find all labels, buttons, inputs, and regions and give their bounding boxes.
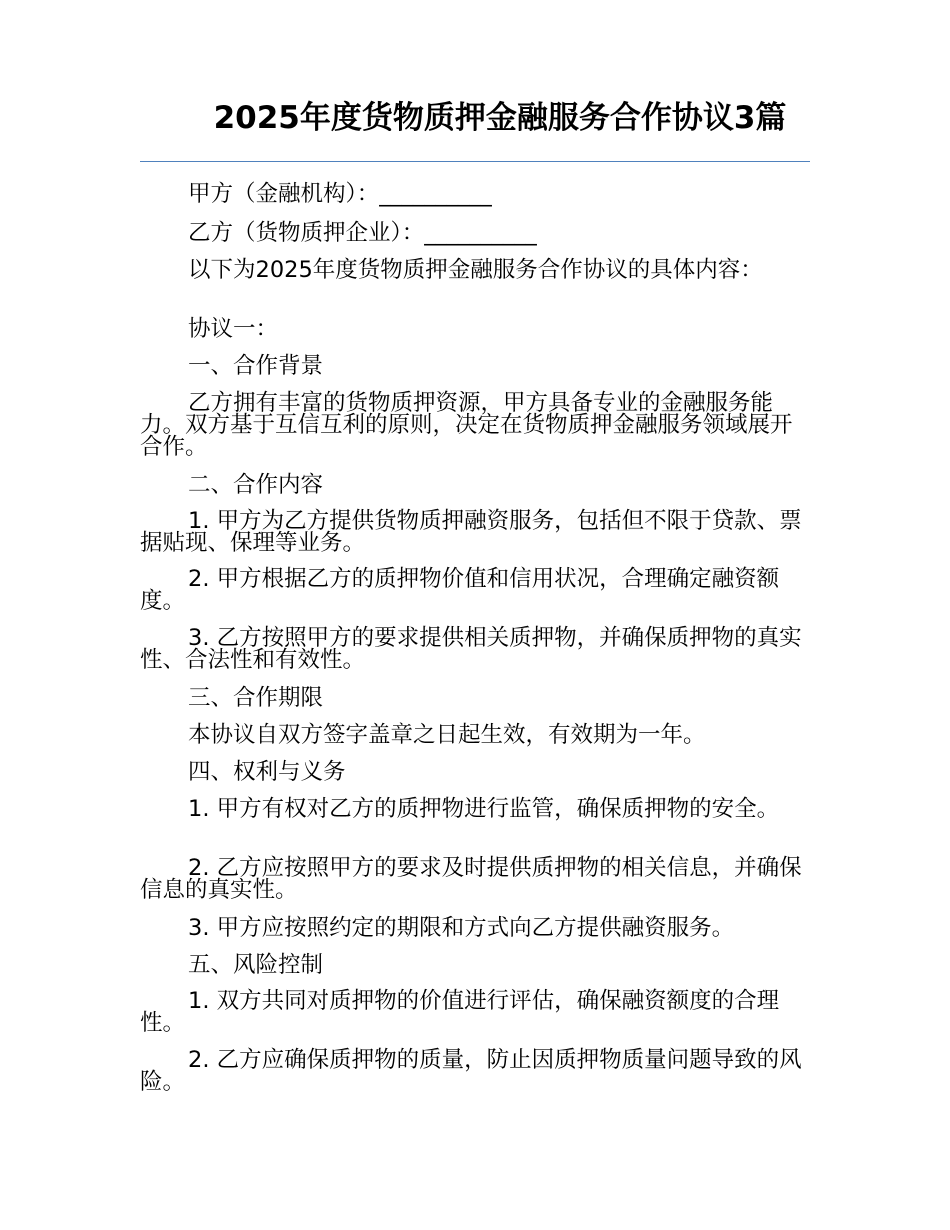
document-title: 2025年度货物质押金融服务合作协议3篇 <box>213 100 787 136</box>
party-b-line: 乙方（货物质押企业）：__________ <box>188 220 537 246</box>
section-5-heading: 五、风险控制 <box>188 952 324 978</box>
section-5-item-1: 1. 双方共同对质押物的价值进行评估，确保融资额度的合理性。 <box>140 988 780 1036</box>
section-2-heading: 二、合作内容 <box>188 472 324 498</box>
section-4-item-3: 3. 甲方应按照约定的期限和方式向乙方提供融资服务。 <box>188 915 735 941</box>
intro-paragraph: 以下为2025年度货物质押金融服务合作协议的具体内容： <box>188 257 763 283</box>
section-3-heading: 三、合作期限 <box>188 685 324 711</box>
section-4-heading: 四、权利与义务 <box>188 759 346 785</box>
party-a-line: 甲方（金融机构）：__________ <box>188 181 492 207</box>
agreement-one-heading: 协议一： <box>188 316 279 342</box>
section-2-item-3: 3. 乙方按照甲方的要求提供相关质押物，并确保质押物的真实性、合法性和有效性。 <box>140 625 802 673</box>
section-5-item-2: 2. 乙方应确保质押物的质量，防止因质押物质量问题导致的风险。 <box>140 1047 802 1095</box>
section-2-item-2: 2. 甲方根据乙方的质押物价值和信用状况，合理确定融资额度。 <box>140 566 780 614</box>
section-4-item-2: 2. 乙方应按照甲方的要求及时提供质押物的相关信息，并确保信息的真实性。 <box>140 855 802 903</box>
section-2-item-1: 1. 甲方为乙方提供货物质押融资服务，包括但不限于贷款、票据贴现、保理等业务。 <box>140 508 802 556</box>
section-1-body: 乙方拥有丰富的货物质押资源，甲方具备专业的金融服务能力。双方基于互信互利的原则，决定在货物质押金融服务领域展开合作。 <box>140 390 793 460</box>
section-3-body: 本协议自双方签字盖章之日起生效，有效期为一年。 <box>188 722 706 748</box>
section-1-heading: 一、合作背景 <box>188 353 324 379</box>
section-4-item-1: 1. 甲方有权对乙方的质押物进行监管，确保质押物的安全。 <box>188 796 780 822</box>
title-underline <box>140 161 810 162</box>
